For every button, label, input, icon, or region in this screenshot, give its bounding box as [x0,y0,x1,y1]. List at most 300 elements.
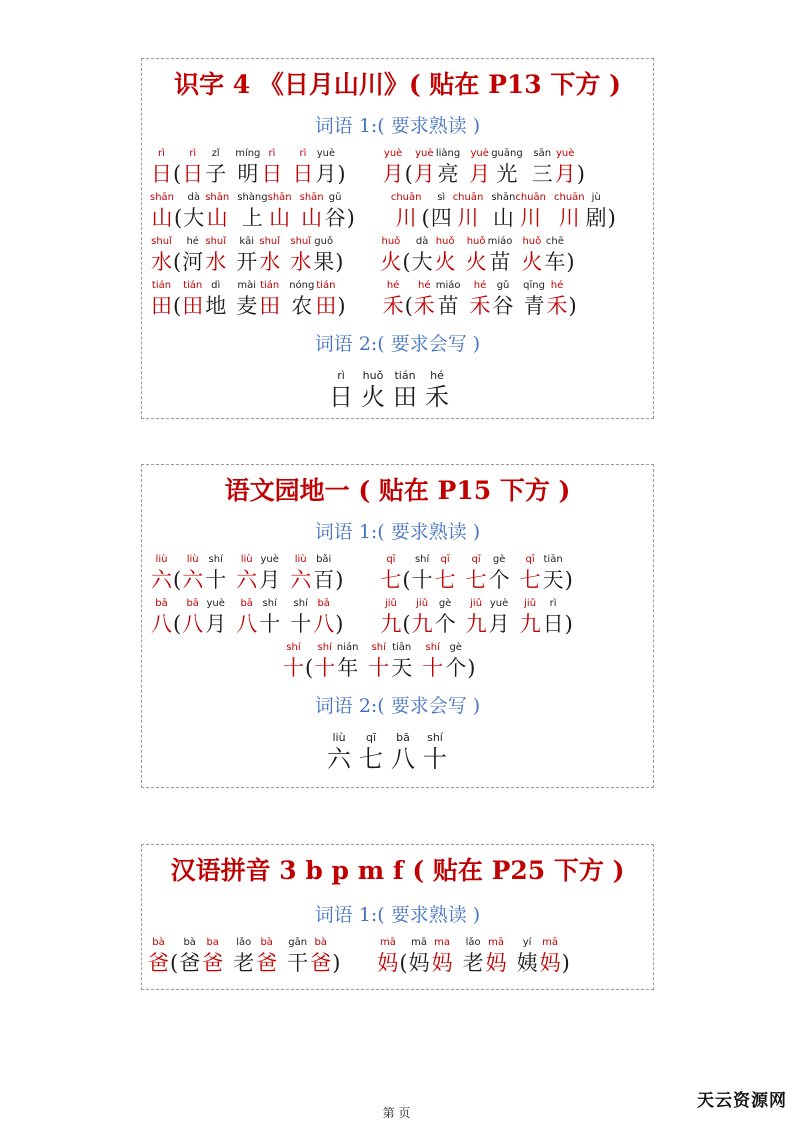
word-char [147,936,170,976]
word-char [546,279,569,319]
word-char [181,279,204,319]
pinyin: hé [550,280,564,291]
word-char [367,641,390,681]
word-char [408,936,431,976]
pinyin: shí [317,642,332,653]
hanzi: 明 [237,162,259,186]
bracket: ) [561,951,570,975]
pinyin: chuān [452,192,484,203]
hanzi: 谷 [324,206,346,230]
pinyin: gè [492,554,506,565]
word-char [150,553,173,593]
pinyin: sān [533,148,552,159]
bracket: ( [305,656,314,680]
hanzi: 九 [380,612,402,636]
word-char [444,641,467,681]
word-char [411,553,434,593]
pinyin: dà [187,192,200,203]
pinyin: dà [415,236,429,247]
pinyin: yuè [206,598,225,609]
pinyin: shuǐ [151,236,172,247]
word-char [413,147,436,187]
word-char [542,553,565,593]
word-char [255,936,278,976]
hanzi: 水 [290,250,312,274]
pinyin: mài [237,280,257,291]
hanzi: 七 [380,568,402,592]
pinyin: tiān [543,554,563,565]
word-char [204,235,227,275]
hanzi: 田 [259,294,281,318]
hanzi: 八 [182,612,204,636]
word-char [235,553,258,593]
pinyin: qī [440,554,450,565]
hanzi: 禾 [413,294,435,318]
word-char [178,936,201,976]
word-char [327,369,355,411]
word-char [258,279,281,319]
word-char [300,191,324,231]
pinyin: shàng [237,192,268,203]
hanzi: 爸 [202,951,224,975]
word-char [379,597,402,637]
pinyin: liù [294,554,307,565]
word-char [181,597,204,637]
pinyin: hé [418,280,431,291]
hanzi: 妈 [431,951,453,975]
word-char [182,191,205,231]
hanzi: 谷 [492,294,514,318]
hanzi: 上 [241,206,263,230]
pinyin: huǒ [381,236,401,247]
pinyin: qī [525,554,535,565]
pinyin: yuè [316,148,336,159]
word-char [520,235,543,275]
word-char [357,731,385,773]
hanzi: 农 [291,294,313,318]
pinyin: bà [183,937,196,948]
hanzi: 月 [259,568,281,592]
hanzi: 苗 [437,294,459,318]
pinyin: chē [545,236,564,247]
lesson-card-pinyin3 [141,844,654,990]
bracket: ) [337,162,346,186]
word-char [235,279,258,319]
bracket: ( [170,951,179,975]
pinyin: jiǔ [384,598,397,609]
pinyin: bā [240,598,253,609]
read-label: 词语 1:( 要求熟读 ) [314,115,481,137]
pinyin: gǔ [496,280,510,291]
bracket: ( [173,162,182,186]
pinyin: qī [386,554,396,565]
word-char [465,235,488,275]
pinyin: qīng [523,280,545,291]
hanzi: 地 [205,294,227,318]
word-char [390,641,413,681]
word-char [492,279,515,319]
word-char [488,597,511,637]
word-char [150,235,173,275]
word-row [150,147,585,191]
pinyin: shí [427,731,443,744]
pinyin: bā [396,731,410,744]
bracket: ( [402,568,411,592]
pinyin: gǔ [328,192,342,203]
pinyin: rì [337,369,345,382]
hanzi: 苗 [489,250,511,274]
bracket: ( [421,206,430,230]
pinyin: liàng [435,148,461,159]
pinyin: bà [314,937,327,948]
word-char [421,641,444,681]
word-char [181,235,204,275]
word-char [468,147,491,187]
bracket: ( [404,294,413,318]
bracket: ( [173,612,182,636]
word-char [465,553,488,593]
hanzi: 川 [457,206,479,230]
word-char [235,235,258,275]
word-char [539,936,562,976]
hanzi: 山 [151,206,173,230]
pinyin: bà [260,937,273,948]
write-label: 词语 2:( 要求会写 ) [314,695,481,717]
pinyin: rì [549,598,557,609]
hanzi: 日 [182,162,204,186]
pinyin: tián [394,369,416,382]
pinyin: jiǔ [416,598,429,609]
pinyin: huǒ [362,369,384,382]
pinyin: shān [299,192,324,203]
pinyin: mā [488,937,505,948]
bracket: ) [467,656,476,680]
hanzi: 火 [521,250,543,274]
word-char [411,597,434,637]
hanzi: 川 [520,206,542,230]
word-row [150,597,573,641]
hanzi: 大 [411,250,433,274]
hanzi: 水 [259,250,281,274]
hanzi: 妈 [485,951,507,975]
word-row [150,553,573,597]
hanzi: 日 [292,162,314,186]
word-char [469,279,492,319]
word-char [204,147,227,187]
hanzi: 妈 [377,951,399,975]
word-char [237,191,267,231]
hanzi: 日 [261,162,283,186]
word-char [286,936,309,976]
pinyin: qī [365,731,377,744]
pinyin: tián [151,280,172,291]
word-char [282,641,305,681]
word-char [309,936,332,976]
hanzi: 个 [445,656,467,680]
hanzi: 十 [423,745,447,773]
hanzi: 大 [183,206,205,230]
hanzi: 八 [391,745,415,773]
bracket: ( [404,162,413,186]
hanzi: 山 [301,206,323,230]
hanzi: 山 [206,206,228,230]
pinyin: liù [186,554,199,565]
hanzi: 月 [488,612,510,636]
hanzi: 禾 [425,383,449,411]
hanzi: 老 [233,951,255,975]
word-char [181,553,204,593]
hanzi: 十 [290,612,312,636]
word-row [150,235,575,279]
card-title: 汉语拼音 3 b p m f ( 贴在 P25 下方 ) [170,856,625,885]
hanzi: 个 [488,568,510,592]
hanzi: 剧 [585,206,607,230]
pinyin: jù [591,192,601,203]
word-char [150,279,173,319]
hanzi: 天 [391,656,413,680]
word-char [436,279,461,319]
bracket: ) [564,568,573,592]
pinyin: shuǐ [290,236,312,247]
hanzi: 火 [361,383,385,411]
pinyin: liù [155,554,168,565]
hanzi: 禾 [382,294,404,318]
word-char [181,147,204,187]
card-title: 语文园地一 ( 贴在 P15 下方 ) [224,476,571,505]
hanzi: 六 [327,745,351,773]
hanzi: 火 [380,250,402,274]
hanzi: 十 [259,612,281,636]
hanzi: 月 [205,612,227,636]
word-char [585,191,608,231]
hanzi: 天 [542,568,564,592]
word-char [434,235,457,275]
pinyin: ma [434,937,451,948]
word-char [554,147,577,187]
hanzi: 亮 [437,162,459,186]
pinyin: hé [430,369,444,382]
hanzi: 山 [269,206,291,230]
hanzi: 妈 [408,951,430,975]
word-char [519,553,542,593]
hanzi: 爸 [256,951,278,975]
card-title: 识字 4 《日月山川》( 贴在 P13 下方 ) [174,70,621,99]
hanzi: 月 [469,162,491,186]
pinyin: zǐ [211,148,220,159]
pinyin: tián [260,280,280,291]
pinyin: shuǐ [205,236,227,247]
word-char [391,191,422,231]
pinyin: huǒ [435,236,455,247]
bracket: ( [174,206,183,230]
hanzi: 九 [465,612,487,636]
read-label: 词语 1:( 要求熟读 ) [314,904,481,926]
pinyin: shān [267,192,292,203]
word-char [289,597,312,637]
pinyin: hé [473,280,487,291]
pinyin: míng [235,148,261,159]
word-char [204,553,227,593]
word-char [465,597,488,637]
bracket: ( [173,294,182,318]
write-chars [325,369,453,413]
pinyin: lǎo [465,937,481,948]
pinyin: hé [186,236,199,247]
pinyin: bā [155,598,168,609]
pinyin: shān [205,192,230,203]
word-char [314,147,337,187]
lesson-card-yuwen-yuandi [141,464,654,788]
word-char [260,147,283,187]
bracket: ) [332,951,341,975]
hanzi: 月 [554,162,576,186]
pinyin: yuè [415,148,434,159]
pinyin: shí [208,554,223,565]
word-char [382,147,405,187]
bracket: ( [402,250,411,274]
hanzi: 十 [422,656,444,680]
word-char [382,279,405,319]
pinyin: shān [150,192,175,203]
hanzi: 八 [236,612,258,636]
pinyin: gè [449,642,462,653]
pinyin: miáo [487,236,513,247]
word-char [430,191,453,231]
word-char [488,553,511,593]
bracket: ) [337,294,346,318]
hanzi: 禾 [546,294,568,318]
hanzi: 田 [315,294,337,318]
word-char [379,235,402,275]
word-char [462,936,485,976]
hanzi: 光 [496,162,518,186]
word-row [150,279,577,323]
pinyin: miáo [435,280,461,291]
pinyin: rì [268,148,276,159]
word-char [542,597,565,637]
word-char [289,235,312,275]
hanzi: 水 [205,250,227,274]
word-char [413,279,436,319]
word-char [379,553,402,593]
word-row [150,191,616,235]
pinyin: yuè [383,148,403,159]
word-char [531,147,554,187]
word-char [488,235,513,275]
word-char [516,936,539,976]
word-char [543,235,566,275]
pinyin: mā [411,937,428,948]
hanzi: 十 [368,656,390,680]
word-char [491,191,515,231]
bracket: ) [335,250,344,274]
word-char [434,553,457,593]
pinyin: kāi [239,236,255,247]
hanzi: 六 [290,568,312,592]
word-char [491,147,523,187]
word-row [282,641,475,685]
pinyin: huǒ [466,236,486,247]
pinyin: chuān [390,192,422,203]
pinyin: mā [379,937,396,948]
hanzi: 干 [287,951,309,975]
hanzi: 九 [519,612,541,636]
pinyin: mā [542,937,559,948]
word-char [523,279,546,319]
bracket: ) [335,568,344,592]
bracket: ) [607,206,616,230]
hanzi: 爸 [310,951,332,975]
hanzi: 火 [434,250,456,274]
pinyin: bā [186,598,199,609]
hanzi: 七 [465,568,487,592]
hanzi: 田 [151,294,172,318]
word-char [150,147,173,187]
pinyin: qī [471,554,481,565]
hanzi: 十 [411,568,433,592]
hanzi: 六 [182,568,204,592]
word-char [235,597,258,637]
word-char [324,191,347,231]
hanzi: 年 [337,656,359,680]
word-char [204,597,227,637]
pinyin: bǎi [316,554,332,565]
hanzi: 月 [413,162,435,186]
bracket: ) [576,162,585,186]
bracket: ) [564,612,573,636]
word-char [289,279,314,319]
word-char [376,936,399,976]
watermark-logo: 天云资源网 [697,1091,787,1111]
pinyin: tián [183,280,203,291]
hanzi: 三 [531,162,553,186]
word-char [312,235,335,275]
pinyin: yí [522,937,532,948]
hanzi: 月 [315,162,337,186]
word-char [268,191,292,231]
pinyin: shí [286,642,301,653]
pinyin: tiān [392,642,412,653]
word-char [314,279,337,319]
hanzi: 六 [236,568,258,592]
hanzi: 开 [236,250,258,274]
hanzi: 果 [313,250,335,274]
hanzi: 爸 [179,951,201,975]
word-char [235,147,260,187]
word-char [291,147,314,187]
hanzi: 个 [434,612,456,636]
pinyin: yuè [260,554,279,565]
bracket: ( [402,612,411,636]
pinyin: nóng [289,280,315,291]
pinyin: shuǐ [259,236,281,247]
write-label: 词语 2:( 要求会写 ) [314,333,481,355]
word-row [147,936,570,980]
word-char [201,936,224,976]
word-char [258,553,281,593]
word-char [389,731,417,773]
pinyin: gān [288,937,308,948]
word-char [258,597,281,637]
word-char [434,597,457,637]
word-char [232,936,255,976]
write-chars [323,731,451,775]
pinyin: yuè [470,148,489,159]
word-char [554,191,585,231]
pinyin: jiǔ [470,598,483,609]
pinyin: ba [206,937,219,948]
pinyin: nián [336,642,359,653]
